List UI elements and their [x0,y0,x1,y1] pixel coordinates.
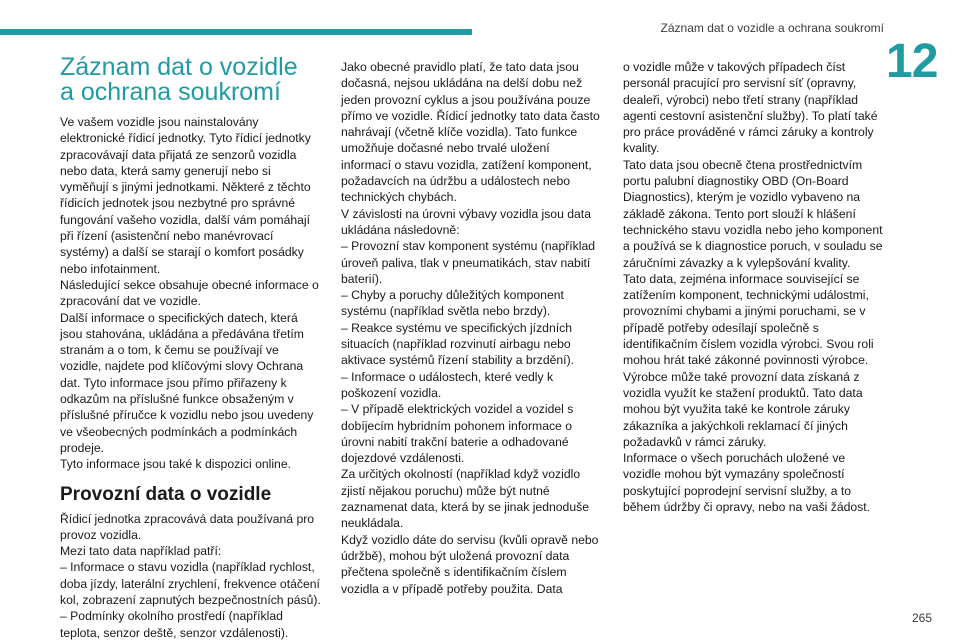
page-title [60,55,322,105]
paragraph: Tyto informace jsou také k dispozici online. [60,457,291,472]
paragraph: Informace o všech poruchách uložené ve vozidle mohou být vymazány společností poskytující poprodejní servisní služby, a to během údržby či opravy, nebo na vaši žádost. [623,451,871,515]
paragraph: Tato data, zejména informace související se zatížením komponent, technickými událostmi, provozními chybami a jinými poruchami, se v případě potřeby odesílají společně s identifikačním číslem vozidla výrobci. Svou roli mohou hrát také zákonné povinnosti výrobce. [623,271,874,368]
paragraph: o vozidle může v takových případech číst personál pracující pro servisní síť (opravny, dealeři, výrobci) nebo třetí strany (například agenti cestovní asistenční služby). To platí také pro práce prováděné v rámci záruky a kontroly kvality. [623,60,878,156]
list-item: – Provozní stav komponent systému (například úroveň paliva, tlak v pneumatikách, stav nabití baterií). [341,239,596,286]
list-item: – Informace o stavu vozidla (například rychlost, doba jízdy, laterální zrychlení, frekvence otáčení kol, zobrazení zapnutých bezpečnostních pásů). [60,560,321,608]
list-item: – Reakce systému ve specifických jízdních situacích (například rozvinutí airbagu nebo aktivace systémů řízení stability a brzdění). [341,320,575,368]
list-item: – Podmínky okolního prostředí (například teplota, senzor deště, senzor vzdálenosti). [60,609,289,640]
page-title-line-1: Záznam dat o vozidle [60,53,298,81]
paragraph: Když vozidlo dáte do servisu (kvůli opravě nebo údržbě), mohou být uložená provozní data přečtena společně s identifikačním číslem vozidla a v případě potřeby použita. Data [341,532,599,596]
paragraph: Jako obecné pravidlo platí, že tato data jsou dočasná, nejsou ukládána na delší dobu než jeden provozní cyklus a jsou používána pouze přímo ve vozidle. Řídicí jednotky tato data často nahrávají (včetně klíče vozidla). Tato funkce umožňuje dočasné nebo trvalé uložení informací o stavu vozidla, zatížení komponent, požadavcích na údržbu a událostech nebo technických chybách. [341,60,600,205]
page-title-line-2: a ochrana soukromí [60,78,281,106]
paragraph: Ve vašem vozidle jsou nainstalovány elektronické řídicí jednotky. Tyto řídicí jednotky zpracovávají data přijatá ze senzorů vozidla nebo data, která samy generují nebo si vyměňují s jinými jednotkami. Některé z těchto řídicích jednotek jsou nezbytné pro správné fungování vašeho vozidla, další vám pomáhají při řízení (asistenční nebo manévrovací systémy) a další se starají o komfort posádky nebo infotainment. [60,115,311,276]
paragraph: Další informace o specifických datech, která jsou stahována, ukládána a předávána třetím stranám a o tom, k čemu se používají ve vozidle, najdete pod klíčovými slovy Ochrana dat. Tyto informace jsou přímo přiřazeny k odkazům na příslušné funkce obsaženým v příslušné příručce k vozidlu nebo jsou uvedeny ve všeobecných podmínkách a podmínkách prodeje. [60,310,314,455]
paragraph: Řídicí jednotka zpracovává data používaná pro provoz vozidla. [60,511,315,542]
section-heading: Provozní data o vozidle [60,483,272,505]
chapter-number: 12 [886,35,938,88]
column-1 [60,55,322,641]
running-header-title: Záznam dat o vozidle a ochrana soukromí [660,21,884,35]
column-2 [341,59,603,597]
list-item: – Informace o událostech, které vedly k poškození vozidla. [341,369,554,400]
paragraph: Tato data jsou obecně čtena prostřednictvím portu palubní diagnostiky OBD (On-Board Diagnostics), kterým je vozidlo vybaveno na základě zákona. Tento port slouží k hlášení technického stavu vozidla nebo jeho komponent a používá se k diagnostice poruch, v souladu se záručními závazky a k vylepšování kvality. [623,157,883,270]
page-number: 265 [912,611,933,625]
column-3 [623,59,885,515]
paragraph: Za určitých okolností (například když vozidlo zjistí nějakou poruchu) může být nutné zaznamenat data, která by se jinak jednoduše neukládala. [341,467,589,531]
paragraph: Následující sekce obsahuje obecné informace o zpracování dat ve vozidle. [60,277,319,309]
header-accent-bar [0,29,472,35]
paragraph: Mezi tato data například patří: [60,544,222,559]
list-item: – Chyby a poruchy důležitých komponent systému (například světla nebo brzdy). [341,288,564,319]
list-item: – V případě elektrických vozidel a vozidel s dobíjecím hybridním pohonem informace o úrovni nabití trakční baterie a odhadované dojezdové vzdálenosti. [341,402,574,466]
paragraph: Výrobce může také provozní data získaná z vozidla využít ke stažení produktů. Tato data mohou být využita také ke kontrole záruky zákazníka a jakýchkoli reklamací čí jiných požadavků v rámci záruky. [623,369,863,449]
paragraph: V závislosti na úrovni výbavy vozidla jsou data ukládána následovně: [341,206,591,237]
